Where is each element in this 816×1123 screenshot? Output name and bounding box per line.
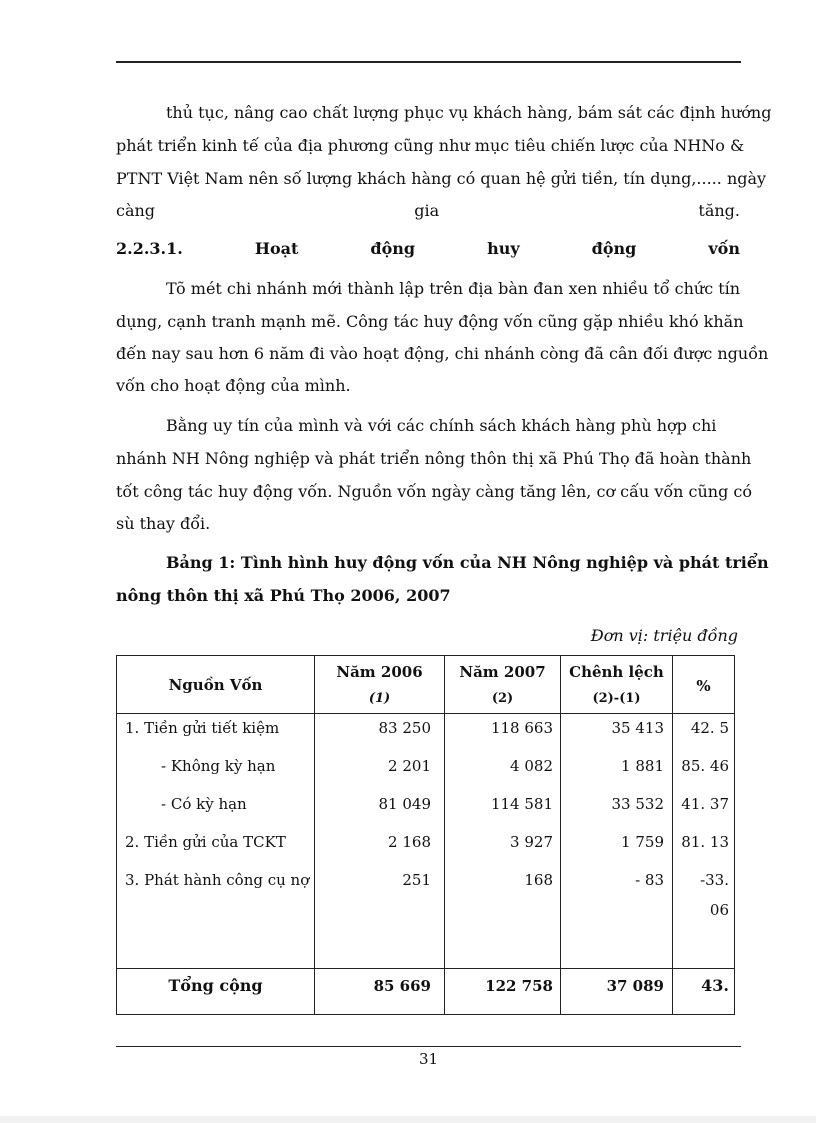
row-2006: 2 201 bbox=[388, 757, 431, 775]
row-2007: 114 581 bbox=[490, 795, 553, 813]
paragraph-2-line-3: đến nay sau hơn 6 năm đi vào hoạt động, chi nhánh còng đã cân đối được nguồn bbox=[116, 344, 769, 363]
header-source: Nguồn Vốn bbox=[168, 676, 263, 694]
row-diff: 1 881 bbox=[621, 757, 664, 775]
row-2006: 2 168 bbox=[388, 833, 431, 851]
header-2006-sub: (1) bbox=[368, 691, 391, 706]
paragraph-1-line-4 bbox=[116, 200, 740, 222]
row-diff: 1 759 bbox=[621, 833, 664, 851]
header-rule bbox=[116, 61, 741, 63]
header-2007: Năm 2007 bbox=[459, 663, 546, 681]
table-caption-line-2: nông thôn thị xã Phú Thọ 2006, 2007 bbox=[116, 586, 451, 605]
footer-rule bbox=[116, 1046, 741, 1047]
paragraph-3-line-1: Bằng uy tín của mình và với các chính sách khách hàng phù hợp chi bbox=[166, 416, 717, 435]
row-pct: 81. 13 bbox=[681, 833, 729, 851]
paragraph-3-line-2: nhánh NH Nông nghiệp và phát triển nông thôn thị xã Phú Thọ đã hoàn thành bbox=[116, 449, 752, 468]
row-2007: 118 663 bbox=[490, 719, 553, 737]
header-pct: % bbox=[696, 677, 711, 695]
paragraph-2-line-4: vốn cho hoạt động của mình. bbox=[116, 376, 351, 395]
row-2007: 168 bbox=[524, 871, 553, 889]
row-2006: 81 049 bbox=[378, 795, 431, 813]
row-diff: - 83 bbox=[635, 871, 664, 889]
header-2007-sub: (2) bbox=[491, 691, 514, 706]
paragraph-2-line-2: dụng, cạnh tranh mạnh mẽ. Công tác huy động vốn cũng gặp nhiều khó khăn bbox=[116, 312, 744, 331]
page-edge bbox=[0, 1116, 816, 1123]
row-diff: 33 532 bbox=[611, 795, 664, 813]
total-2006: 85 669 bbox=[373, 977, 431, 995]
row-2006: 83 250 bbox=[378, 719, 431, 737]
paragraph-2-line-1: Tõ mét chi nhánh mới thành lập trên địa bàn đan xen nhiều tổ chức tín bbox=[166, 279, 741, 298]
total-pct: 43. bbox=[701, 976, 729, 995]
row-pct: -33. bbox=[700, 871, 729, 889]
section-heading bbox=[116, 238, 740, 260]
table-caption-line-1: Bảng 1: Tình hình huy động vốn của NH Nông nghiệp và phát triển bbox=[166, 553, 769, 572]
table-header-divider bbox=[117, 713, 734, 714]
row-2006: 251 bbox=[402, 871, 431, 889]
row-label: 1. Tiền gửi tiết kiệm bbox=[125, 719, 280, 737]
paragraph-1-line-2: phát triển kinh tế của địa phương cũng như mục tiêu chiến lược của NHNo & bbox=[116, 136, 745, 155]
header-diff: Chênh lệch bbox=[569, 663, 664, 681]
word: tăng. bbox=[698, 201, 740, 220]
total-label: Tổng cộng bbox=[168, 976, 263, 995]
heading-word: động bbox=[370, 239, 416, 258]
heading-number: 2.2.3.1. bbox=[116, 239, 183, 258]
heading-word: huy bbox=[487, 239, 520, 258]
row-pct: 06 bbox=[709, 901, 729, 919]
heading-word: vốn bbox=[708, 239, 740, 258]
table-total-divider bbox=[117, 968, 734, 969]
heading-word: động bbox=[591, 239, 637, 258]
row-label: 2. Tiền gửi của TCKT bbox=[125, 833, 286, 851]
row-pct: 42. 5 bbox=[690, 719, 729, 737]
header-diff-sub: (2)-(1) bbox=[592, 691, 641, 706]
word: càng bbox=[116, 201, 156, 220]
paragraph-3-line-3: tốt công tác huy động vốn. Nguồn vốn ngày càng tăng lên, cơ cấu vốn cũng có bbox=[116, 482, 753, 501]
row-pct: 41. 37 bbox=[681, 795, 729, 813]
total-2007: 122 758 bbox=[485, 977, 553, 995]
paragraph-3-line-4: sù thay đổi. bbox=[116, 514, 211, 533]
row-2007: 4 082 bbox=[510, 757, 553, 775]
row-diff: 35 413 bbox=[611, 719, 664, 737]
row-label: - Có kỳ hạn bbox=[161, 795, 247, 813]
page-number: 31 bbox=[418, 1050, 439, 1068]
paragraph-1-line-1: thủ tục, nâng cao chất lượng phục vụ khách hàng, bám sát các định hướng bbox=[166, 103, 772, 122]
funding-table bbox=[116, 655, 735, 1015]
row-pct: 85. 46 bbox=[681, 757, 729, 775]
row-2007: 3 927 bbox=[510, 833, 553, 851]
heading-word: Hoạt bbox=[254, 239, 299, 258]
row-label: 3. Phát hành công cụ nợ bbox=[125, 871, 310, 889]
row-label: - Không kỳ hạn bbox=[161, 757, 276, 775]
unit-label: Đơn vị: triệu đồng bbox=[590, 626, 738, 645]
word: gia bbox=[414, 201, 440, 220]
header-2006: Năm 2006 bbox=[336, 663, 423, 681]
paragraph-1-line-3: PTNT Việt Nam nên số lượng khách hàng có quan hệ gửi tiền, tín dụng,..... ngày bbox=[116, 169, 767, 188]
total-diff: 37 089 bbox=[606, 977, 664, 995]
